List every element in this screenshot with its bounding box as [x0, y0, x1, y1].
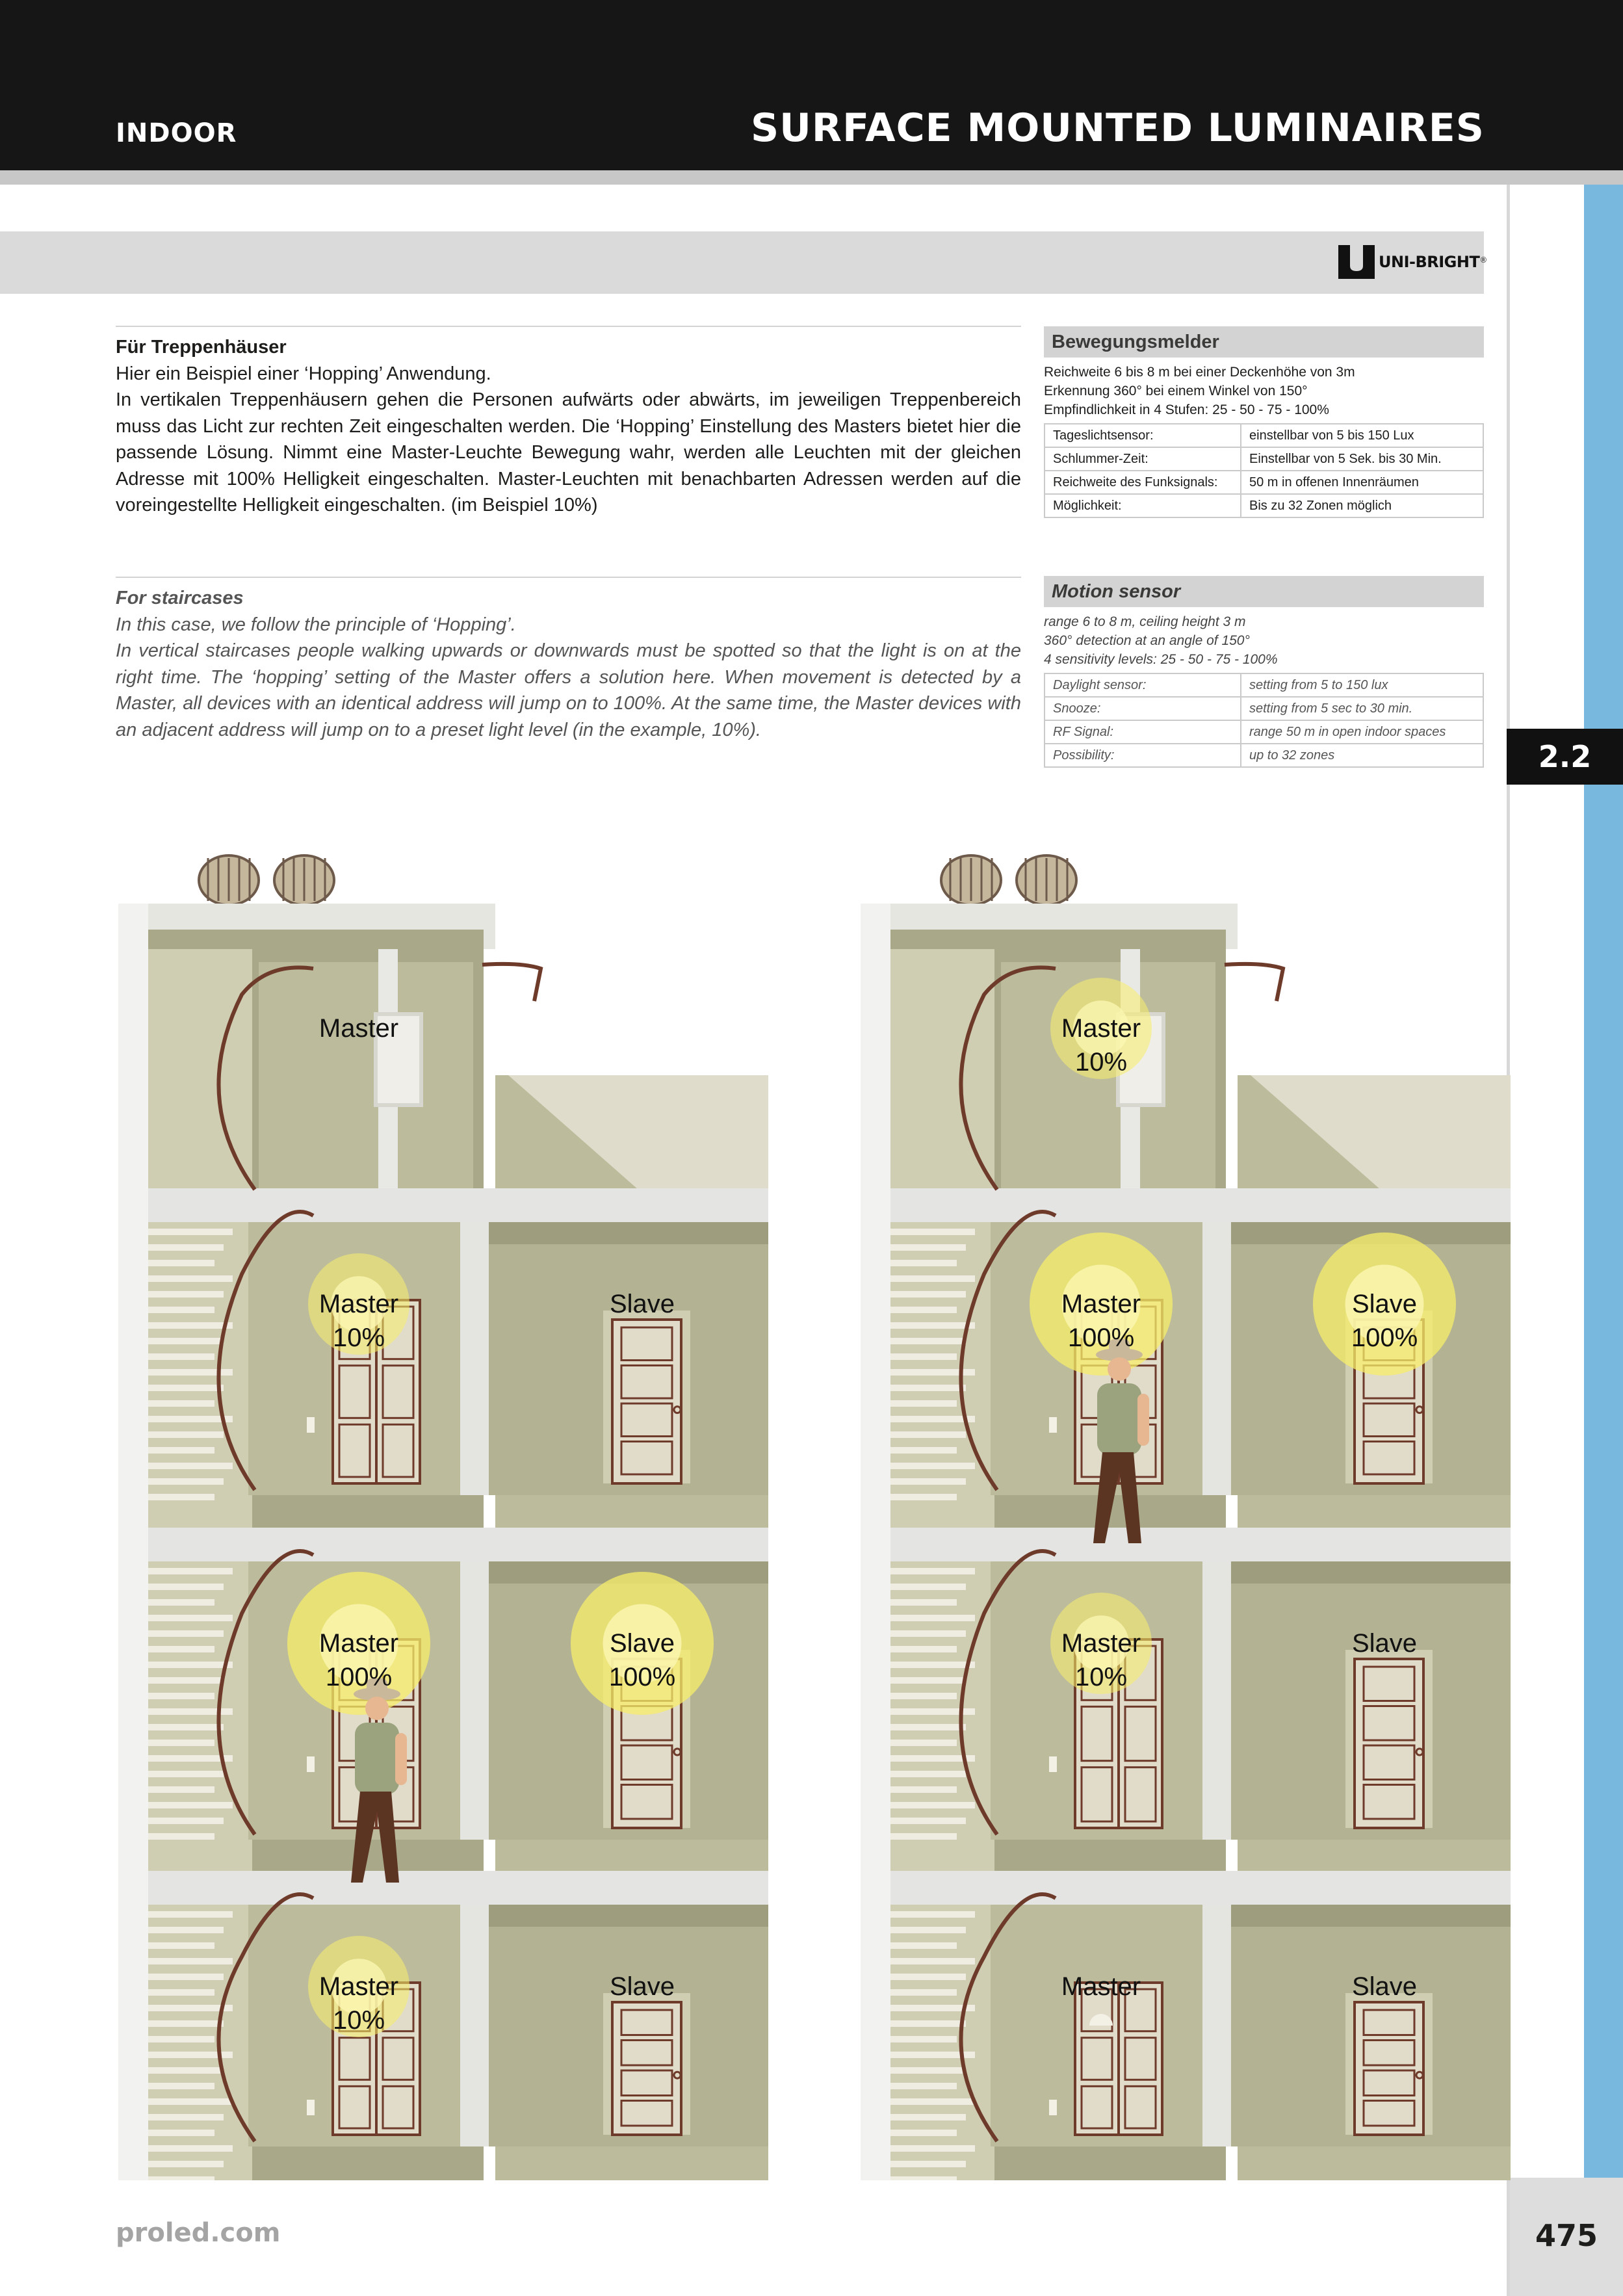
stair-tread	[148, 1260, 214, 1266]
stair-tread	[148, 1942, 214, 1949]
intercom-icon	[307, 1417, 315, 1433]
body-en: In vertical staircases people walking upwards or downwards must be spotted so that the light is on at the right time. The ‘hopping’ setting of the Master offers a solution here. When movement is detected by a Master, all devices with an identical address will jump on to 100%. At the same time, the Master devices with an adjacent address will jump on to a preset light level (in the example, 10%).	[116, 640, 1021, 740]
page-number: 475	[1535, 2218, 1598, 2253]
stair-tread	[148, 1463, 233, 1469]
stair-tread	[890, 1989, 957, 1996]
stair-tread	[148, 1693, 214, 1699]
floor-slab	[890, 1188, 1511, 1222]
stair-tread	[890, 1818, 966, 1824]
lead-de: Hier ein Beispiel einer ‘Hopping’ Anwendung.	[116, 363, 491, 384]
body-de: In vertikalen Treppenhäusern gehen die Personen aufwärts oder abwärts, im jeweiligen Treppenbereich muss das Licht zur rechten Zeit eingeschalten werden. Die ‘Hopping’ Einstellung des Masters bietet hier die passende Lösung. Nimmt eine Master-Leuchte Bewegung wahr, werden alle Leuchten mit der gleichen Adresse mit 100% Helligkeit eingeschalten. Master-Leuchten mit benachbarten Adressen werden auf die voreingestellte Helligkeit eingeschalten. (im Beispiel 10%)	[116, 389, 1021, 515]
stair-tread	[148, 1447, 214, 1454]
stair-tread	[148, 1989, 214, 1996]
stair-tread	[890, 2145, 975, 2152]
table-row	[1045, 720, 1483, 744]
light-level: 10%	[332, 1324, 385, 1352]
light-label	[571, 1287, 714, 1321]
stair-tread	[890, 2067, 966, 2074]
wall-bracket-icon	[1225, 964, 1283, 1001]
stair-tread	[890, 1447, 957, 1454]
door-apartment	[612, 1320, 681, 1483]
light-level: 10%	[1074, 1048, 1128, 1076]
stair-tread	[148, 1740, 214, 1746]
stair-tread	[890, 2083, 957, 2089]
spec-table-en	[1044, 673, 1484, 768]
light-role: Slave	[609, 1972, 675, 2001]
stair-tread	[890, 1724, 966, 1730]
stair-tread	[890, 1385, 966, 1391]
spec-line: 4 sensitivity levels: 25 - 50 - 75 - 100%	[1044, 652, 1278, 667]
divider-en	[116, 577, 1021, 578]
stair-tread	[890, 1431, 966, 1438]
apartment-cornice	[489, 1905, 768, 1927]
light-label	[1313, 1626, 1456, 1660]
light-label	[287, 1287, 430, 1355]
person-head	[1108, 1357, 1131, 1381]
light-level: 100%	[1067, 1324, 1135, 1352]
stair-tread	[890, 1677, 966, 1684]
row-label: Daylight sensor:	[1045, 673, 1241, 697]
light-label	[1313, 1287, 1456, 1355]
stair-tread	[890, 1662, 975, 1668]
floor-slab	[148, 1528, 768, 1561]
page-title: SURFACE MOUNTED LUMINAIRES	[750, 105, 1485, 151]
stair-tread	[890, 1463, 975, 1469]
stair-tread	[148, 1771, 224, 1777]
light-label	[1030, 1626, 1173, 1694]
stair-tread	[148, 1322, 233, 1329]
light-role: Master	[318, 1972, 399, 2001]
light-role: Slave	[1351, 1290, 1418, 1318]
column	[1202, 1222, 1231, 1495]
stair-tread	[890, 1802, 975, 1808]
stair-tread	[890, 1911, 975, 1918]
table-row	[1045, 447, 1483, 471]
stair-tread	[890, 1338, 966, 1344]
stair-tread	[148, 2067, 224, 2074]
floor-slab	[890, 1528, 1511, 1561]
light-role: Slave	[1351, 1972, 1418, 2001]
chapter-rail	[1584, 185, 1623, 2178]
stair-tread	[148, 1677, 224, 1684]
door-apartment	[1355, 1659, 1423, 1828]
stair-tread	[148, 2020, 224, 2027]
stair-tread	[890, 2098, 975, 2105]
description-en	[116, 585, 1021, 743]
heading-en: For staircases	[116, 588, 244, 608]
spec-table-de	[1044, 423, 1484, 518]
spec-lines-de	[1044, 363, 1484, 419]
stair-tread	[148, 1568, 233, 1574]
stair-tread	[890, 1630, 966, 1637]
door-apartment	[612, 2002, 681, 2135]
stair-tread	[148, 2130, 214, 2136]
stair-tread	[890, 1942, 957, 1949]
stair-tread	[148, 1974, 224, 1980]
stair-tread	[890, 1740, 957, 1746]
table-row	[1045, 471, 1483, 494]
intercom-icon	[307, 2100, 315, 2115]
stair-tread	[148, 1229, 233, 1235]
stair-tread	[148, 1478, 224, 1485]
spec-line: Empfindlichkeit in 4 Stufen: 25 - 50 - 75 - 100%	[1044, 402, 1329, 417]
column	[460, 1561, 489, 1840]
brand-logo	[1337, 244, 1487, 280]
footer-url[interactable]: proled.com	[116, 2218, 281, 2248]
stair-tread	[148, 1307, 214, 1313]
spec-line: 360° detection at an angle of 150°	[1044, 633, 1250, 648]
intercom-icon	[1049, 1756, 1057, 1772]
stair-tread	[148, 2114, 224, 2120]
stair-tread	[148, 1584, 224, 1590]
row-label: Reichweite des Funksignals:	[1045, 471, 1241, 494]
stair-tread	[148, 1431, 224, 1438]
person-head	[365, 1697, 389, 1720]
stair-tread	[890, 1927, 966, 1933]
light-level: 100%	[325, 1663, 393, 1691]
stair-tread	[148, 1244, 224, 1251]
row-label: Schlummer-Zeit:	[1045, 447, 1241, 471]
row-label: Possibility:	[1045, 744, 1241, 767]
stair-tread	[890, 1974, 966, 1980]
stair-tread	[890, 2036, 957, 2042]
intercom-icon	[1049, 2100, 1057, 2115]
column	[1202, 1561, 1231, 1840]
row-value: 50 m in offenen Innenräumen	[1241, 471, 1483, 494]
light-label	[287, 1626, 430, 1694]
stair-tread	[148, 2083, 214, 2089]
stair-tread	[890, 1478, 966, 1485]
row-value: setting from 5 to 150 lux	[1241, 673, 1483, 697]
light-label	[287, 1970, 430, 2037]
spec-line: Reichweite 6 bis 8 m bei einer Deckenhöhe von 3m	[1044, 365, 1355, 380]
person-arm	[1137, 1394, 1149, 1446]
stair-tread	[148, 1786, 214, 1793]
stair-tread	[890, 1693, 957, 1699]
stair-tread	[148, 1275, 233, 1282]
stair-tread	[890, 1229, 975, 1235]
stair-tread	[148, 1662, 233, 1668]
stair-tread	[148, 2145, 233, 2152]
stair-tread	[890, 1291, 966, 1298]
section-label: INDOOR	[116, 118, 237, 148]
row-value: Einstellbar von 5 Sek. bis 30 Min.	[1241, 447, 1483, 471]
stair-tread	[890, 1646, 957, 1652]
outer-wall	[118, 904, 148, 2180]
stair-tread	[148, 1599, 214, 1606]
stair-tread	[148, 1833, 214, 1840]
header-stripe	[0, 170, 1623, 185]
divider-de	[116, 326, 1021, 327]
row-value: setting from 5 sec to 30 min.	[1241, 697, 1483, 720]
stair-tread	[148, 1724, 224, 1730]
staircase-illustration-after	[861, 839, 1511, 2180]
staircase-illustration-before	[118, 839, 768, 2180]
table-row	[1045, 424, 1483, 447]
light-level: 100%	[608, 1663, 676, 1691]
stair-tread	[890, 1494, 957, 1500]
outer-wall	[861, 904, 890, 2180]
lead-en: In this case, we follow the principle of ‘Hopping’.	[116, 614, 516, 635]
column	[1202, 1905, 1231, 2146]
top-room	[259, 962, 473, 1222]
apartment-cornice	[1231, 1905, 1511, 1927]
spec-title-en: Motion sensor	[1044, 576, 1484, 607]
intercom-icon	[1049, 1417, 1057, 1433]
spec-panel-de	[1044, 326, 1484, 518]
stair-tread	[148, 1646, 214, 1652]
stair-tread	[890, 1958, 975, 1964]
stair-tread	[890, 1322, 975, 1329]
floor-slab	[148, 1871, 768, 1905]
light-role: Master	[318, 1014, 399, 1043]
light-role: Slave	[609, 1629, 675, 1658]
stair-tread	[890, 1833, 957, 1840]
light-level: 100%	[1351, 1324, 1418, 1352]
brand-band	[0, 231, 1484, 294]
chapter-tab[interactable]: 2.2	[1507, 729, 1623, 785]
stair-tread	[148, 2036, 214, 2042]
stair-tread	[890, 2176, 957, 2180]
stair-tread	[148, 1416, 233, 1422]
stair-tread	[148, 1630, 224, 1637]
stair-tread	[148, 1338, 224, 1344]
stair-tread	[890, 2020, 966, 2027]
stair-tread	[148, 1385, 224, 1391]
stair-tread	[148, 1291, 224, 1298]
light-label	[287, 1011, 430, 1045]
row-value: Bis zu 32 Zonen möglich	[1241, 494, 1483, 517]
table-row	[1045, 494, 1483, 517]
stair-tread	[148, 1494, 214, 1500]
uni-bright-logo-icon	[1337, 244, 1376, 280]
stair-tread	[148, 1911, 233, 1918]
description-de	[116, 334, 1021, 519]
column	[460, 1222, 489, 1495]
stair-tread	[148, 1615, 233, 1621]
stair-tread	[890, 1771, 966, 1777]
light-label	[1313, 1970, 1456, 2003]
floor-slab	[148, 1188, 768, 1222]
light-role: Master	[1061, 1629, 1141, 1658]
light-label	[571, 1970, 714, 2003]
stair-tread	[890, 1275, 975, 1282]
stair-tread	[890, 2161, 966, 2167]
stair-tread	[890, 1307, 957, 1313]
stair-tread	[148, 1958, 233, 1964]
floor-slab	[890, 1871, 1511, 1905]
stair-tread	[148, 1400, 214, 1407]
stair-tread	[890, 1400, 957, 1407]
stair-tread	[890, 1260, 957, 1266]
spec-line: Erkennung 360° bei einem Winkel von 150°	[1044, 384, 1308, 398]
row-label: Möglichkeit:	[1045, 494, 1241, 517]
heading-de: Für Treppenhäuser	[116, 337, 287, 358]
table-row	[1045, 697, 1483, 720]
door-apartment	[1355, 2002, 1423, 2135]
stair-tread	[890, 1353, 957, 1360]
intercom-icon	[307, 1756, 315, 1772]
light-role: Slave	[609, 1290, 675, 1318]
light-level: 10%	[1074, 1663, 1128, 1691]
person-shirt	[355, 1723, 399, 1794]
light-role: Master	[1061, 1290, 1141, 1318]
apartment-cornice	[489, 1222, 768, 1244]
stair-tread	[148, 2176, 214, 2180]
stair-tread	[148, 1818, 224, 1824]
stair-tread	[148, 1353, 214, 1360]
stair-tread	[890, 1568, 975, 1574]
light-role: Master	[1061, 1014, 1141, 1043]
stair-tread	[890, 2114, 966, 2120]
light-role: Slave	[1351, 1629, 1418, 1658]
light-role: Master	[318, 1290, 399, 1318]
column	[460, 1905, 489, 2146]
stair-tread	[890, 1615, 975, 1621]
stair-tread	[148, 1802, 233, 1808]
spec-line: range 6 to 8 m, ceiling height 3 m	[1044, 614, 1246, 629]
row-value: einstellbar von 5 bis 150 Lux	[1241, 424, 1483, 447]
spec-title-de: Bewegungsmelder	[1044, 326, 1484, 358]
row-value: range 50 m in open indoor spaces	[1241, 720, 1483, 744]
stair-tread	[890, 1786, 957, 1793]
apartment-cornice	[1231, 1561, 1511, 1584]
stair-tread	[890, 2130, 957, 2136]
row-label: Snooze:	[1045, 697, 1241, 720]
row-label: RF Signal:	[1045, 720, 1241, 744]
stair-tread	[890, 1599, 957, 1606]
stair-tread	[148, 2161, 224, 2167]
stair-tread	[148, 2098, 233, 2105]
light-role: Master	[318, 1629, 399, 1658]
wall-bracket-icon	[482, 964, 541, 1001]
light-label	[571, 1626, 714, 1694]
light-label	[1030, 1011, 1173, 1079]
spec-lines-en	[1044, 612, 1484, 669]
light-label	[1030, 1287, 1173, 1355]
row-value: up to 32 zones	[1241, 744, 1483, 767]
stair-tread	[890, 1244, 966, 1251]
stair-tread	[890, 1584, 966, 1590]
table-row	[1045, 673, 1483, 697]
stair-tread	[148, 1927, 224, 1933]
page-header	[0, 0, 1623, 170]
stair-tread	[890, 1416, 975, 1422]
person-shirt	[1097, 1383, 1141, 1455]
brand-name: UNI-BRIGHT	[1379, 253, 1480, 271]
light-level: 10%	[332, 2006, 385, 2035]
light-role: Master	[1061, 1972, 1141, 2001]
row-label: Tageslichtsensor:	[1045, 424, 1241, 447]
table-row	[1045, 744, 1483, 767]
person-arm	[395, 1733, 407, 1785]
brand-trademark: ®	[1479, 255, 1488, 265]
spec-panel-en	[1044, 576, 1484, 768]
light-label	[1030, 1970, 1173, 2003]
